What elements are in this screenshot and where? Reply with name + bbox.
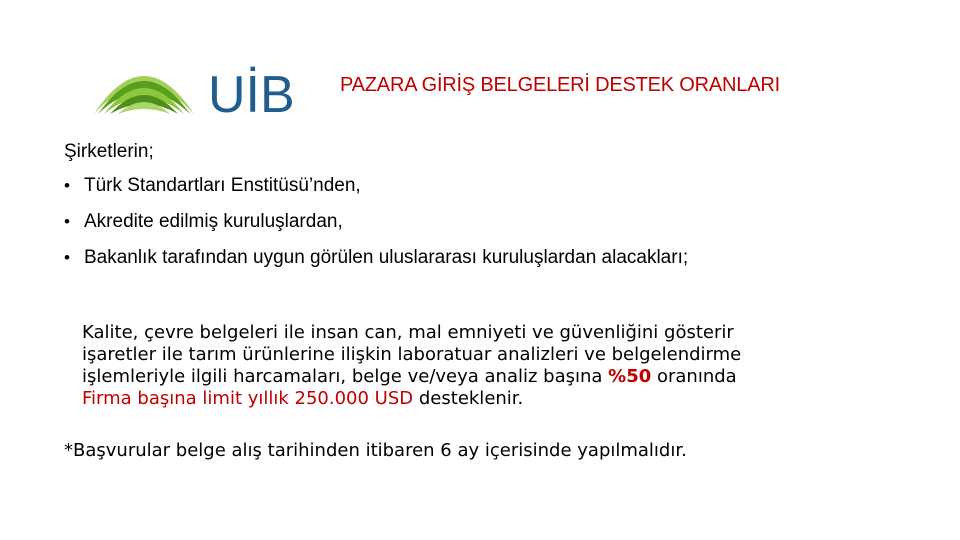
paragraph-line-4-end: desteklenir. <box>413 388 524 409</box>
logo-text: UİB <box>208 66 295 118</box>
uib-logo <box>92 44 312 118</box>
green-arches-logo-icon <box>92 44 312 118</box>
paragraph-line-2: işaretler ile tarım ürünlerine ilişkin laboratuar analizleri ve belgelendirme <box>82 344 742 365</box>
paragraph-line-1: Kalite, çevre belgeleri ile insan can, mal emniyeti ve güvenliğini gösterir <box>82 322 734 343</box>
list-item <box>64 247 688 283</box>
footnote: *Başvurular belge alış tarihinden itibaren 6 ay içerisinde yapılmalıdır. <box>64 440 687 461</box>
support-rate-highlight: %50 <box>608 366 652 387</box>
limit-highlight: Firma başına limit yıllık 250.000 USD <box>82 388 414 409</box>
bullet-marker: • <box>64 248 70 267</box>
paragraph-line-4 <box>82 388 902 410</box>
intro-text: Şirketlerin; <box>64 141 154 162</box>
support-description <box>82 322 902 410</box>
list-item <box>64 175 688 211</box>
paragraph-line-3-end: oranında <box>651 366 737 387</box>
list-item <box>64 211 688 247</box>
paragraph-line-3 <box>82 366 902 388</box>
bullet-list <box>64 175 688 283</box>
paragraph-line-3-text: işlemleriyle ilgili harcamaları, belge ve/veya analiz başına <box>82 366 609 387</box>
bullet-marker: • <box>64 176 70 195</box>
bullet-text: Türk Standartları Enstitüsü’nden, <box>84 175 361 196</box>
bullet-text: Bakanlık tarafından uygun görülen uluslararası kuruluşlardan alacakları; <box>84 247 689 268</box>
slide-title: PAZARA GİRİŞ BELGELERİ DESTEK ORANLARI <box>340 74 780 96</box>
bullet-text: Akredite edilmiş kuruluşlardan, <box>84 211 343 232</box>
bullet-marker: • <box>64 212 70 231</box>
